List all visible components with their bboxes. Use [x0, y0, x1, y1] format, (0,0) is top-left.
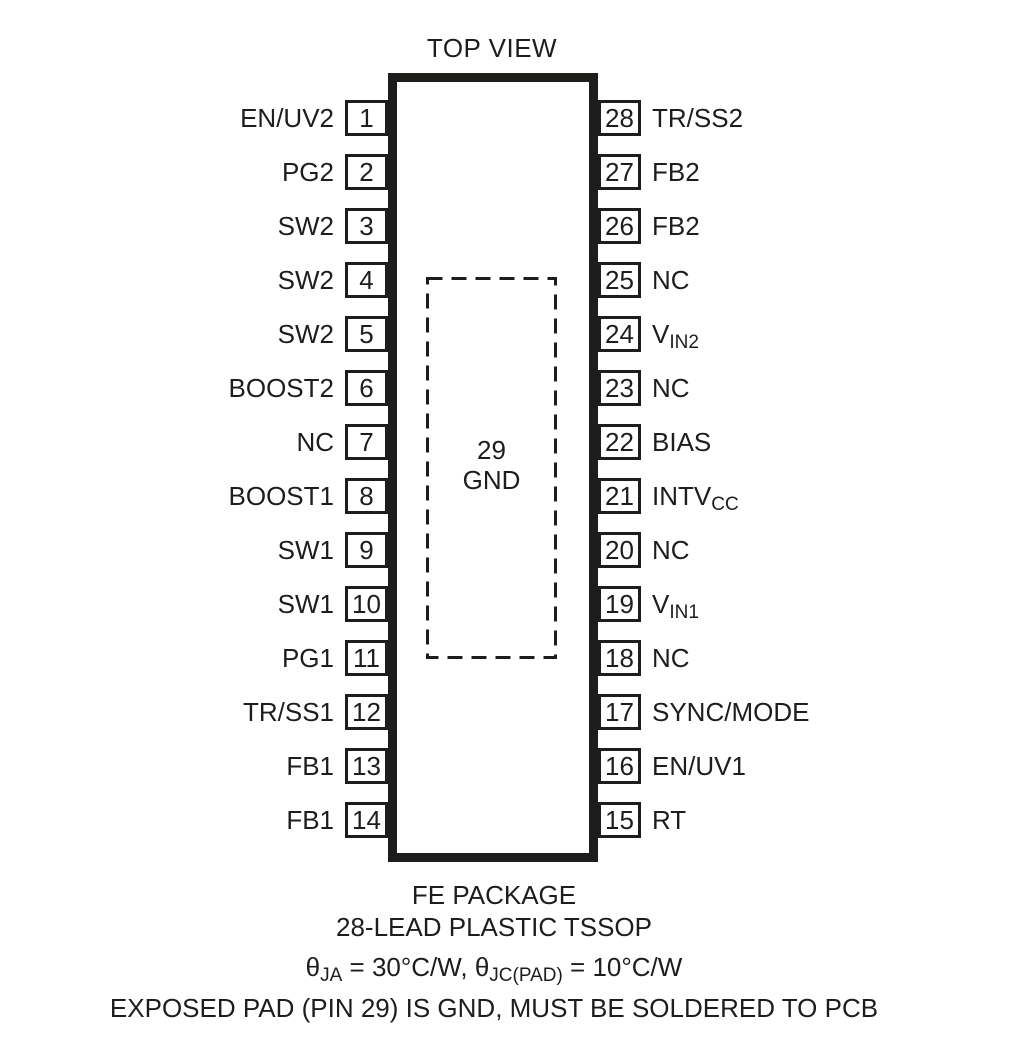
pin-13-label: FB1 [286, 751, 334, 781]
pin-24-label: $V_{IN2}$ [652, 319, 699, 353]
pin-11-box: 11 [345, 640, 388, 676]
diagram-title: TOP VIEW [426, 33, 558, 63]
pin-19-box: 19 [598, 586, 641, 622]
pin-22-label: BIAS [652, 427, 712, 457]
pin-17-label: SYNC/MODE [652, 697, 810, 727]
pin-24-box: 24 [598, 316, 641, 352]
pin-24-label-subscript: IN2 [669, 332, 699, 353]
pin-16-label: EN/UV1 [652, 751, 746, 781]
thermal-subscript: JA [320, 965, 343, 986]
pin-4-label: SW2 [277, 265, 334, 295]
pin-1-label: EN/UV2 [240, 103, 334, 133]
pin-23-label: NC [652, 373, 690, 403]
pin-26-box: 26 [598, 208, 641, 244]
pin-20-label: NC [652, 535, 690, 565]
pin-1-box: 1 [345, 100, 388, 136]
pin-12-label: TR/SS1 [242, 697, 334, 727]
pin-20-box: 20 [598, 532, 641, 568]
exposed-pad-number: 29 [477, 435, 506, 465]
pin-22-box: 22 [598, 424, 641, 460]
pin-27-label: FB2 [652, 157, 700, 187]
pin-18-label: NC [652, 643, 690, 673]
pin-14-box: 14 [345, 802, 388, 838]
pin-5-label: SW2 [277, 319, 334, 349]
package-description: 28-LEAD PLASTIC TSSOP [336, 912, 652, 942]
pin-17-box: 17 [598, 694, 641, 730]
package-name: FE PACKAGE [411, 880, 577, 910]
pin-23-box: 23 [598, 370, 641, 406]
pin-8-box: 8 [345, 478, 388, 514]
pin-9-label: SW1 [277, 535, 334, 565]
pin-19-label-subscript: IN1 [669, 602, 699, 623]
pin-14-label: FB1 [286, 805, 334, 835]
package-footer [0, 879, 988, 1024]
pin-3-label: SW2 [277, 211, 334, 241]
pin-6-box: 6 [345, 370, 388, 406]
pin-2-box: 2 [345, 154, 388, 190]
pin-5-box: 5 [345, 316, 388, 352]
pin-27-box: 27 [598, 154, 641, 190]
pin-28-box: 28 [598, 100, 641, 136]
pin-21-box: 21 [598, 478, 641, 514]
pin-7-box: 7 [345, 424, 388, 460]
pin-12-box: 12 [345, 694, 388, 730]
pin-25-label: NC [652, 265, 690, 295]
pin-10-label: SW1 [277, 589, 334, 619]
pin-18-box: 18 [598, 640, 641, 676]
pin-21-label: $INTV_{CC}$ [652, 481, 739, 515]
pin-15-box: 15 [598, 802, 641, 838]
pin-11-label: PG1 [281, 643, 334, 673]
thermal-ratings: $\theta_{JA} = 30^\circ C/W$, $\theta_{JC(PAD)} = 10^\circ C/W$ [305, 952, 683, 986]
pin-4-box: 4 [345, 262, 388, 298]
pin-28-label: TR/SS2 [652, 103, 744, 133]
pin-21-label-subscript: CC [711, 494, 739, 515]
pin-3-box: 3 [345, 208, 388, 244]
pin-10-box: 10 [345, 586, 388, 622]
thermal-subscript: JC(PAD) [489, 965, 563, 986]
pin-6-label: BOOST2 [228, 373, 334, 403]
pin-9-box: 9 [345, 532, 388, 568]
exposed-pad-note: EXPOSED PAD (PIN 29) IS GND, MUST BE SOLDERED TO PCB [109, 993, 879, 1023]
pin-7-label: NC [296, 427, 334, 457]
pin-16-box: 16 [598, 748, 641, 784]
exposed-pad-name: GND [462, 465, 521, 495]
pin-8-label: BOOST1 [228, 481, 334, 511]
pin-26-label: FB2 [652, 211, 700, 241]
pin-13-box: 13 [345, 748, 388, 784]
pin-25-box: 25 [598, 262, 641, 298]
pin-19-label: $V_{IN1}$ [652, 589, 699, 623]
pin-2-label: PG2 [281, 157, 334, 187]
pin-15-label: RT [652, 805, 687, 835]
